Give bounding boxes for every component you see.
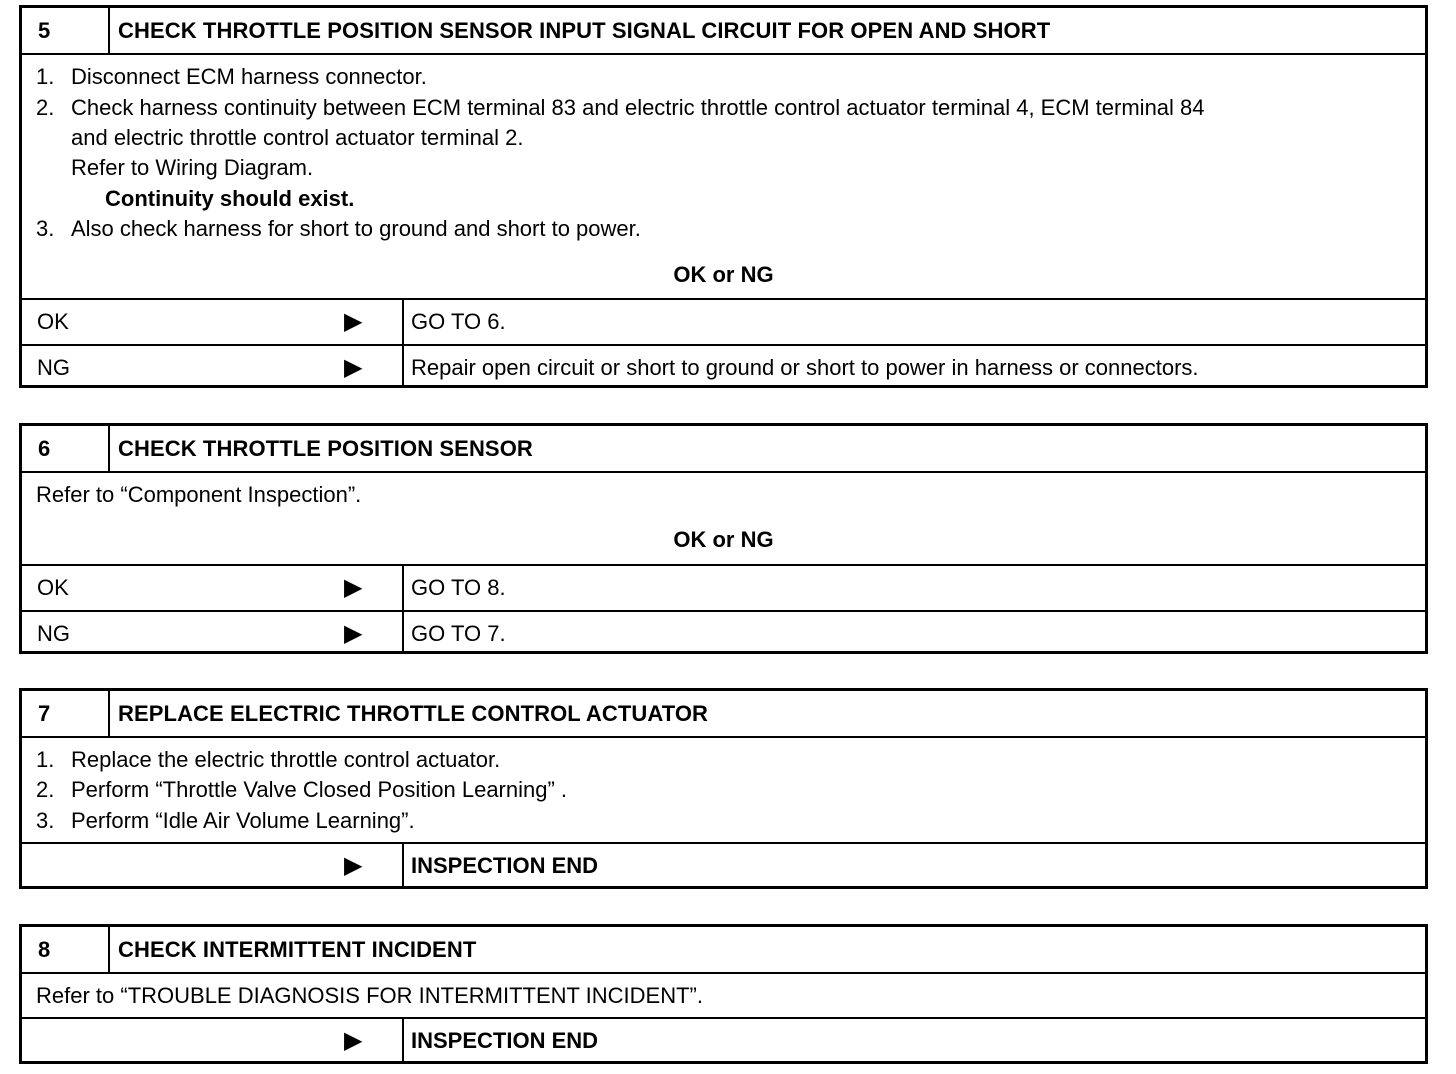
instruction-line: Perform “Throttle Valve Closed Position Learning” .	[71, 777, 568, 802]
outcome-action: Repair open circuit or short to ground or short to power in harness or connectors.	[411, 355, 1199, 380]
instruction-line: Also check harness for short to ground and short to power.	[71, 216, 641, 241]
outcome-row-ng	[22, 610, 1425, 654]
list-number: 2.	[36, 95, 55, 120]
outcome-label: NG	[37, 621, 70, 646]
list-number: 1.	[36, 747, 55, 772]
outcome-action: INSPECTION END	[411, 1028, 599, 1053]
step-body	[22, 738, 1425, 844]
step-7-table	[19, 688, 1428, 889]
instruction-line: Replace the electric throttle control actuator.	[71, 747, 501, 772]
arrow-right-icon: ▶	[344, 620, 363, 647]
instruction-line: Disconnect ECM harness connector.	[71, 64, 427, 89]
instruction-line: Perform “Idle Air Volume Learning”.	[71, 808, 415, 833]
outcome-action: GO TO 7.	[411, 621, 506, 646]
list-number: 1.	[36, 64, 55, 89]
decision-label: OK or NG	[673, 262, 774, 287]
step-title: CHECK THROTTLE POSITION SENSOR	[118, 436, 533, 461]
step-number: 7	[22, 691, 110, 736]
step-number: 8	[22, 927, 110, 972]
outcome-row	[22, 844, 1425, 888]
outcome-action: INSPECTION END	[411, 853, 599, 878]
decision-label: OK or NG	[673, 527, 774, 552]
arrow-right-icon: ▶	[344, 308, 363, 335]
instruction-line: and electric throttle control actuator terminal 2.	[71, 125, 524, 150]
step-title: CHECK INTERMITTENT INCIDENT	[118, 937, 477, 962]
step-5-table	[19, 5, 1428, 388]
step-header	[22, 426, 1425, 473]
list-number: 3.	[36, 216, 55, 241]
step-body	[22, 974, 1425, 1019]
arrow-right-icon: ▶	[344, 852, 363, 879]
instruction-line: Refer to “TROUBLE DIAGNOSIS FOR INTERMITTENT INCIDENT”.	[36, 983, 703, 1008]
outcome-label: OK	[37, 575, 69, 600]
outcome-row-ok	[22, 566, 1425, 610]
step-title: CHECK THROTTLE POSITION SENSOR INPUT SIGNAL CIRCUIT FOR OPEN AND SHORT	[118, 18, 1051, 43]
arrow-right-icon: ▶	[344, 574, 363, 601]
step-title: REPLACE ELECTRIC THROTTLE CONTROL ACTUATOR	[118, 701, 709, 726]
outcome-action: GO TO 8.	[411, 575, 506, 600]
step-8-table	[19, 924, 1428, 1064]
step-header	[22, 927, 1425, 974]
step-6-table	[19, 423, 1428, 654]
specification-text: Continuity should exist.	[105, 186, 355, 211]
outcome-label: OK	[37, 309, 69, 334]
list-number: 2.	[36, 777, 55, 802]
step-header	[22, 691, 1425, 738]
step-number: 5	[22, 8, 110, 53]
instruction-line: Check harness continuity between ECM terminal 83 and electric throttle control actuator terminal 4, ECM terminal 84	[71, 95, 1205, 120]
step-number: 6	[22, 426, 110, 471]
instruction-line: Refer to Wiring Diagram.	[71, 155, 314, 180]
list-number: 3.	[36, 808, 55, 833]
step-header	[22, 8, 1425, 55]
outcome-label: NG	[37, 355, 70, 380]
outcome-action: GO TO 6.	[411, 309, 506, 334]
instruction-line: Refer to “Component Inspection”.	[36, 482, 362, 507]
outcome-row	[22, 1019, 1425, 1063]
step-body	[22, 473, 1425, 566]
step-body	[22, 55, 1425, 300]
outcome-row-ng	[22, 344, 1425, 388]
arrow-right-icon: ▶	[344, 1027, 363, 1054]
arrow-right-icon: ▶	[344, 354, 363, 381]
outcome-row-ok	[22, 300, 1425, 344]
